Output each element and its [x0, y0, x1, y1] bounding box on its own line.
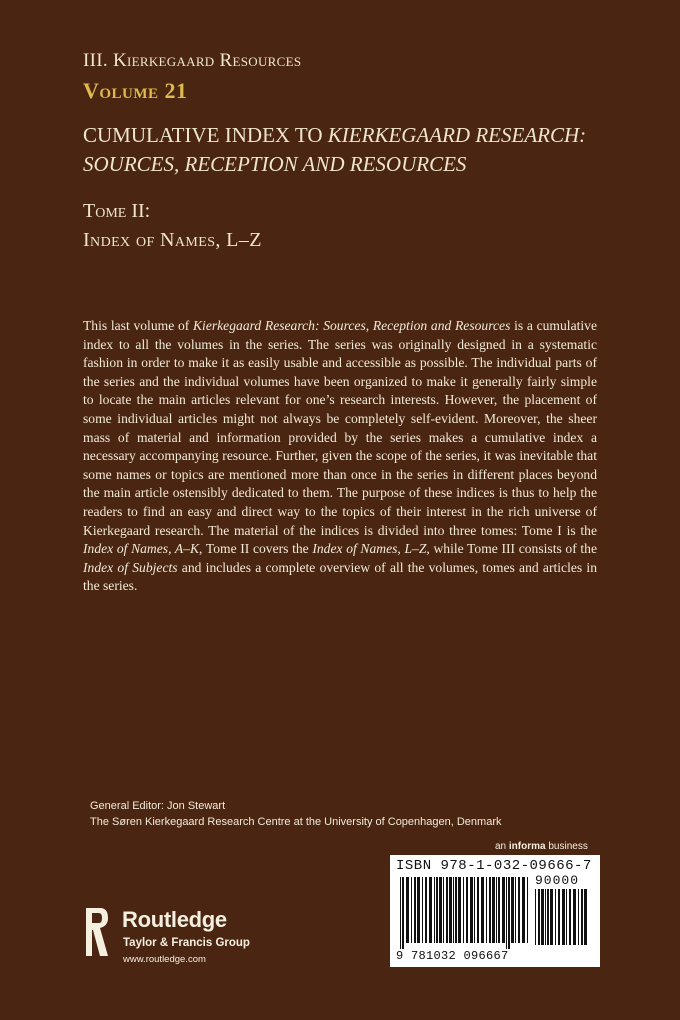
ean-digits: 9 781032 096667 [396, 949, 509, 963]
title-italic-2: SOURCES, RECEPTION AND RESOURCES [83, 152, 467, 176]
isbn-barcode [390, 855, 600, 967]
tome-label: Tome II: [83, 200, 151, 222]
blurb-text-4: , while Tome III consists of the [426, 541, 597, 557]
general-editor: General Editor: Jon Stewart [90, 800, 226, 812]
ean-bars [400, 877, 530, 949]
blurb-italic-3: Index of Names, L–Z [312, 541, 427, 557]
informa-brand: informa [508, 841, 546, 852]
tome-subtitle: Index of Names, L–Z [83, 229, 262, 251]
blurb-italic-1: Kierkegaard Research: Sources, Reception and Resources [192, 318, 511, 333]
price-addon-text: 90000 [535, 873, 580, 888]
description-blurb [83, 317, 597, 596]
isbn-text: ISBN 978-1-032-09666-7 [396, 858, 592, 874]
institution: The Søren Kierkegaard Research Centre at the University of Copenhagen, Denmark [90, 816, 502, 828]
blurb-italic-4: Index of Subjects [83, 559, 178, 575]
publisher-url: www.routledge.com [123, 954, 206, 965]
credits [90, 798, 502, 830]
blurb-text-2: is a cumulative index to all the volumes in the series. The series was originally designed in a systematic fashion in order to make it as easily usable and accessible as possible. The individual parts of the series and the individual volumes have been organized to make it generally fairly simple to locate the main articles relevant for one’s research interests. However, the placement of some individual articles might not always be completely self-evident. Moreover, the sheer mass of material and information provided by the series makes a cumulative index a necessary accompanying resource. Further, given the scope of the series, it was inevitable that some names or topics are mentioned more than once in the series in different places beyond the main article ostensibly dedicated to them. The purpose of these indices is thus to help the readers to find an easy and direct way to the topics of their interest in the rich universe of Kierkegaard research. The material of the indices is divided into three tomes: Tome I is the [83, 318, 597, 538]
routledge-logo-icon [82, 906, 110, 958]
title-italic-1: KIERKEGAARD RESEARCH: [327, 123, 587, 147]
book-title [83, 121, 643, 179]
blurb-text-1: This last volume of [83, 318, 193, 333]
volume-label: Volume 21 [83, 78, 188, 103]
series-label: III. Kierkegaard Resources [83, 50, 302, 71]
blurb-text-3: , Tome II covers the [199, 541, 313, 557]
blurb-italic-2: Index of Names, A–K [83, 541, 200, 557]
blurb-text-5: and includes a complete overview of all the volumes, tomes and articles in the series. [83, 559, 597, 594]
publisher-group: Taylor & Francis Group [123, 937, 250, 949]
informa-business-tag: an informa business [495, 841, 588, 852]
publisher-name: Routledge [122, 907, 227, 932]
title-plain: CUMULATIVE INDEX TO [83, 123, 328, 147]
addon-bars [535, 889, 590, 945]
